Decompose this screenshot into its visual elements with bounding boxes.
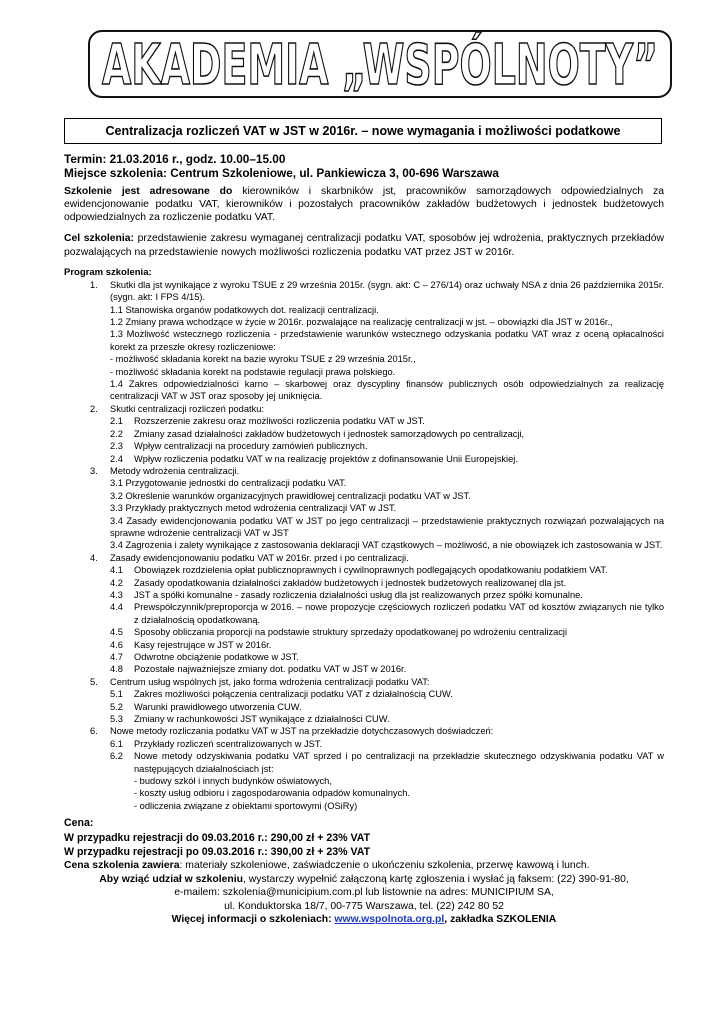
email-line: e-mailem: szkolenia@municipium.com.pl lub listownie na adres: MUNICIPIUM SA, bbox=[174, 887, 554, 899]
logo-banner bbox=[88, 30, 672, 98]
program-subitem: - możliwość składania korekt na podstawie regulacji prawa polskiego. bbox=[110, 366, 396, 377]
subitem-text: Zasady opodatkowania działalności zakładów budżetowych i jednostek budżetowych realizowanej dla jst. bbox=[134, 577, 567, 588]
signup-bold: Aby wziąć udział w szkoleniu bbox=[99, 873, 243, 885]
subitem-number: 4.1 bbox=[110, 565, 123, 576]
goal-paragraph bbox=[64, 232, 664, 258]
program-subitem bbox=[64, 601, 664, 626]
program-section bbox=[64, 403, 664, 415]
subitem-number: 2.3 bbox=[110, 441, 123, 452]
program-subitem bbox=[64, 639, 664, 651]
section-text: Centrum usług wspólnych jst, jako forma wdrożenia centralizacji podatku VAT: bbox=[110, 676, 430, 687]
subitem-text: Wpływ centralizacji na procedury zamówień publicznych. bbox=[134, 441, 368, 452]
section-number: 3. bbox=[90, 465, 98, 476]
website-link[interactable]: www.wspolnota.org.pl bbox=[334, 914, 445, 926]
program-subitem bbox=[64, 589, 664, 601]
program-subitem: 3.3 Przykłady praktycznych metod wdrożenia centralizacji VAT w JST. bbox=[110, 503, 397, 514]
program-subitem: 1.1 Stanowiska organów podatkowych dot. realizacji centralizacji. bbox=[110, 304, 379, 315]
program-subitem: 3.1 Przygotowanie jednostki do centralizacji podatku VAT. bbox=[110, 478, 347, 489]
program-subitem bbox=[64, 626, 664, 638]
program-title: Program szkolenia: bbox=[64, 266, 152, 278]
subitem-number: 5.2 bbox=[110, 701, 123, 712]
price-late: W przypadku rejestracji po 09.03.2016 r.: 390,00 zł + 23% VAT bbox=[64, 845, 371, 858]
program-subitem bbox=[64, 713, 664, 725]
price-includes-text: : materiały szkoleniowe, zaświadczenie o ukończeniu szkolenia, przerwę kawową i lunch. bbox=[179, 859, 590, 871]
subitem-text: Zmiany zasad działalności zakładów budżetowych i jednostek samorządowych po centralizacji, bbox=[134, 428, 525, 439]
subitem-number: 4.5 bbox=[110, 627, 123, 638]
subitem-number: 4.2 bbox=[110, 577, 123, 588]
subitem-text: Warunki prawidłowego utworzenia CUW. bbox=[134, 701, 302, 712]
subitem-number: 5.1 bbox=[110, 689, 123, 700]
price-label: Cena: bbox=[64, 817, 94, 830]
subitem-number: 4.6 bbox=[110, 639, 123, 650]
subitem-text: Nowe metody odzyskiwania podatku VAT sprzed i po centralizacji na przekładzie skutecznego odzyskiwania podatku VAT w następujących działalnościach jst: bbox=[134, 751, 664, 774]
program-section bbox=[64, 279, 664, 304]
program-subitem bbox=[64, 688, 664, 700]
subitem-number: 6.1 bbox=[110, 738, 123, 749]
subitem-text: Obowiązek rozdzielenia opłat publicznoprawnych i cywilnoprawnych podlegających opodatkowaniu podatkiem VAT. bbox=[134, 565, 608, 576]
program-bullet: - odliczenia związane z obiektami sportowymi (OSiRy) bbox=[134, 800, 358, 811]
subitem-text: JST a spółki komunalne - zasady rozliczenia działalności usług dla jst realizowanych przez spółki komunalne. bbox=[134, 589, 583, 600]
program-subitem: 3.2 Określenie warunków organizacyjnych prawidłowej centralizacji podatku VAT w JST. bbox=[110, 490, 471, 501]
program-subitem: 1.3 Możliwość wstecznego rozliczenia - przedstawienie warunków wstecznego odzyskania podatku VAT wraz z oceną opłacalności korekt za przeszłe okresy rozliczeniowe: bbox=[110, 329, 664, 352]
subitem-number: 4.8 bbox=[110, 664, 123, 675]
audience-paragraph bbox=[64, 185, 664, 225]
program-subitem bbox=[64, 564, 664, 576]
section-text: Skutki dla jst wynikające z wyroku TSUE z 29 września 2015r. (sygn. akt: C – 276/14) oraz uchwały NSA z dnia 26 października 2015r. (sygn. akt: I FPS 4/15). bbox=[110, 279, 664, 303]
program-section bbox=[64, 676, 664, 688]
more-info-tab: , zakładka SZKOLENIA bbox=[444, 914, 557, 926]
address-line: ul. Konduktorska 18/7, 00-775 Warszawa, tel. (22) 242 80 52 bbox=[224, 900, 504, 912]
subitem-text: Kasy rejestrujące w JST w 2016r. bbox=[134, 639, 272, 650]
program-subitem: 3.4 Zasady ewidencjonowania podatku VAT w JST po jego centralizacji – przedstawienie praktycznych rozwiązań pozwalających na sprawne wdrożenie centralizacji VAT w JST bbox=[110, 515, 664, 538]
subitem-number: 2.4 bbox=[110, 453, 123, 464]
program-subitem bbox=[64, 651, 664, 663]
more-info-line bbox=[64, 913, 664, 927]
program-subitem bbox=[64, 577, 664, 589]
audience-label: Szkolenie jest adresowane do bbox=[64, 185, 233, 197]
section-number: 5. bbox=[90, 676, 98, 687]
subitem-text: Pozostałe najważniejsze zmiany dot. podatku VAT w JST w 2016r. bbox=[134, 664, 407, 675]
program-subitem bbox=[64, 428, 664, 440]
program-subitem bbox=[64, 663, 664, 675]
price-includes-label: Cena szkolenia zawiera bbox=[64, 859, 180, 871]
subitem-number: 2.1 bbox=[110, 416, 123, 427]
section-text: Zasady ewidencjonowaniu podatku VAT w 2016r. przed i po centralizacji. bbox=[110, 552, 409, 563]
document-body bbox=[64, 152, 664, 927]
document-title: Centralizacja rozliczeń VAT w JST w 2016r. – nowe wymagania i możliwości podatkowe bbox=[105, 124, 621, 138]
subitem-text: Przykłady rozliczeń scentralizowanych w JST. bbox=[134, 738, 323, 749]
logo-text: AKADEMIA „WSPÓLNOTY” bbox=[102, 33, 658, 96]
program-subitem bbox=[64, 440, 664, 452]
program-bullet: - budowy szkół i innych budynków oświatowych, bbox=[134, 776, 332, 787]
program-section bbox=[64, 725, 664, 737]
subitem-number: 5.3 bbox=[110, 714, 123, 725]
goal-label: Cel szkolenia: bbox=[64, 233, 134, 245]
subitem-number: 4.3 bbox=[110, 589, 123, 600]
subitem-number: 6.2 bbox=[110, 751, 123, 762]
section-number: 2. bbox=[90, 403, 98, 414]
subitem-text: Rozszerzenie zakresu oraz możliwości rozliczenia podatku VAT w JST. bbox=[134, 416, 425, 427]
date-line: Termin: 21.03.2016 r., godz. 10.00–15.00 bbox=[64, 152, 286, 166]
program-section bbox=[64, 465, 664, 477]
document-title-box bbox=[64, 118, 662, 144]
program-subitem bbox=[64, 415, 664, 427]
section-text: Skutki centralizacji rozliczeń podatku: bbox=[110, 403, 264, 414]
subitem-text: Wpływ rozliczenia podatku VAT w na realizację projektów z dofinansowanie Unii Europejskiej. bbox=[134, 453, 518, 464]
subitem-number: 4.4 bbox=[110, 602, 123, 613]
audience-text: kierowników i skarbników jst, pracowników samorządowych odpowiedzialnych za ewidencjonowanie podatku VAT, kierowników i pozostałych pracowników zakładów budżetowych i jednostek budżetowych odpowiedzialnych za rozliczenie podatku VAT. bbox=[64, 185, 664, 224]
price-early: W przypadku rejestracji do 09.03.2016 r.: 290,00 zł + 23% VAT bbox=[64, 831, 371, 844]
program-subitem bbox=[64, 738, 664, 750]
section-number: 1. bbox=[90, 279, 98, 290]
subitem-text: Sposoby obliczania proporcji na podstawie struktury sprzedaży opodatkowanej po wdrożeniu centralizacji bbox=[134, 627, 568, 638]
subitem-text: Prewspółczynnik/preproporcja w 2016. – nowe propozycje częściowych rozliczeń podatku VAT od kosztów związanych nie tylko z działalnością opodatkowaną. bbox=[134, 602, 664, 625]
program-subitem: 1.2 Zmiany prawa wchodzące w życie w 2016r. pozwalające na realizację centralizacji w jst. – obowiązki dla JST w 2016r., bbox=[110, 317, 613, 328]
section-number: 6. bbox=[90, 726, 98, 737]
subitem-text: Odwrotne obciążenie podatkowe w JST. bbox=[134, 652, 299, 663]
section-number: 4. bbox=[90, 552, 98, 563]
section-text: Nowe metody rozliczania podatku VAT w JST na przekładzie dotychczasowych doświadczeń: bbox=[110, 726, 494, 737]
program-subitem: - możliwość składania korekt na bazie wyroku TSUE z 29 września 2015r., bbox=[110, 354, 416, 365]
section-text: Metody wdrożenia centralizacji. bbox=[110, 465, 240, 476]
signup-text: , wystarczy wypełnić załączoną kartę zgłoszenia i wysłać ją faksem: (22) 390-91-80, bbox=[243, 873, 629, 885]
price-includes bbox=[64, 859, 664, 873]
subitem-text: Zmiany w rachunkowości JST wynikające z działalności CUW. bbox=[134, 714, 390, 725]
goal-text: przedstawienie zakresu wymaganej centralizacji podatku VAT, sposobów jej wdrożenia, praktycznych przekładów pozwalających na przedstawienie nowych możliwości rozliczenia podatku VAT przez JST w 2016r. bbox=[64, 233, 664, 258]
subitem-number: 2.2 bbox=[110, 428, 123, 439]
program-subitem bbox=[64, 750, 664, 775]
program-subitem: 3.4 Zagrożenia i zalety wynikające z zastosowania deklaracji VAT cząstkowych – możliwość, a nie obowiązek ich zastosowania w JST. bbox=[110, 540, 663, 551]
program-subitem bbox=[64, 701, 664, 713]
program-subitem bbox=[64, 453, 664, 465]
venue-line: Miejsce szkolenia: Centrum Szkoleniowe, ul. Pankiewicza 3, 00-696 Warszawa bbox=[64, 166, 499, 181]
program-subitem: 1.4 Zakres odpowiedzialności karno – skarbowej oraz dyscypliny finansów publicznych osób odpowiedzialnych za realizację centralizacji VAT w JST oraz sposoby jej uniknięcia. bbox=[110, 379, 664, 402]
logo-graphic bbox=[90, 32, 670, 96]
signup-line bbox=[64, 873, 664, 887]
program-bullet: - koszty usług odbioru i zagospodarowania odpadów komunalnych. bbox=[134, 788, 410, 799]
more-info-label: Więcej informacji o szkoleniach: bbox=[171, 914, 335, 926]
subitem-text: Zakres możliwości połączenia centralizacji podatku VAT z działalnością CUW. bbox=[134, 689, 453, 700]
program-list bbox=[64, 279, 664, 812]
program-section bbox=[64, 552, 664, 564]
subitem-number: 4.7 bbox=[110, 652, 123, 663]
